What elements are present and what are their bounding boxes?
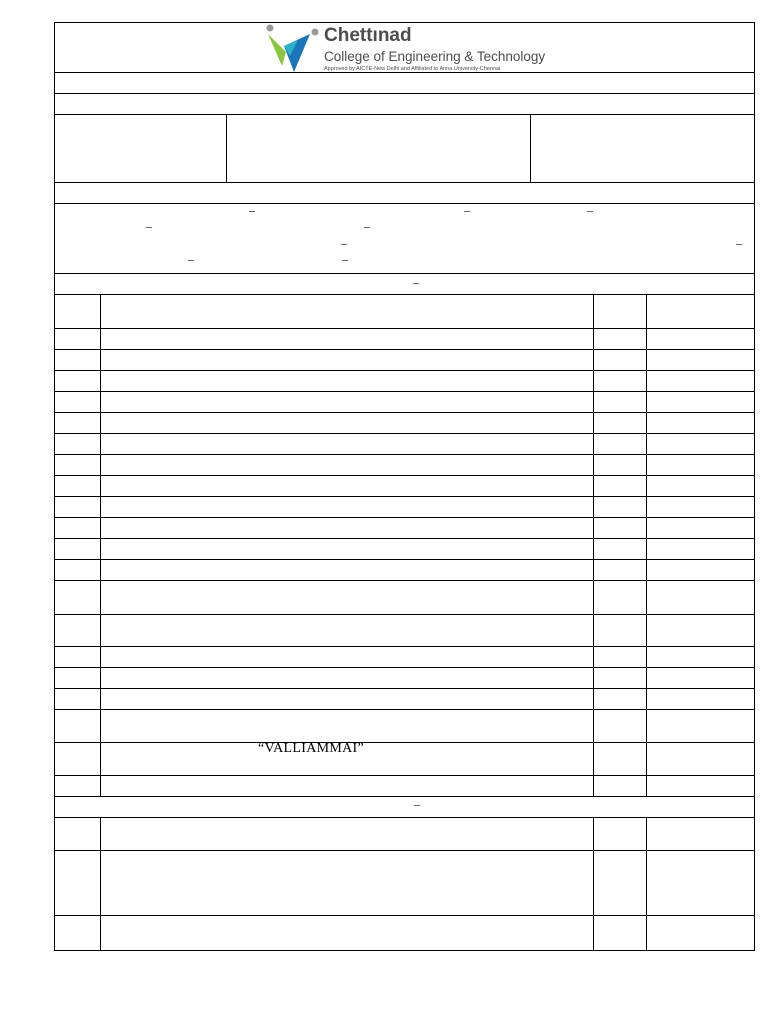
table-row-line: [54, 559, 755, 560]
rule-line: [54, 182, 755, 183]
table-row-line: [54, 454, 755, 455]
table-row-line: [54, 517, 755, 518]
dash-mark: –: [188, 252, 194, 266]
table-row-line: [54, 667, 755, 668]
rule-line: [54, 294, 755, 295]
section-dash-mark: –: [414, 797, 420, 811]
table-column-line: [100, 294, 101, 796]
document-frame: [54, 22, 755, 951]
table-row-line: [54, 433, 755, 434]
table-row-line: [54, 614, 755, 615]
valliammai-text: “VALLIAMMAI”: [258, 741, 364, 756]
column-divider: [226, 114, 227, 183]
table-row-line: [54, 412, 755, 413]
rule-line: [54, 114, 755, 115]
table-row-line: [54, 580, 755, 581]
table-row-line: [54, 775, 755, 776]
table-row-line: [54, 688, 755, 689]
table-row-line: [54, 709, 755, 710]
table-column-line: [646, 817, 647, 951]
table-column-line: [100, 817, 101, 951]
table-column-line: [593, 294, 594, 796]
table-row-line: [54, 742, 755, 743]
dash-mark: –: [146, 219, 152, 233]
column-divider: [530, 114, 531, 183]
table-row-line: [54, 796, 755, 797]
table-column-line: [646, 294, 647, 796]
table-row-line: [54, 817, 755, 818]
rule-line: [54, 273, 755, 274]
table-row-line: [54, 349, 755, 350]
dash-mark: –: [364, 219, 370, 233]
college-logo-icon: [262, 22, 322, 74]
table-row-line: [54, 328, 755, 329]
rule-line: [54, 203, 755, 204]
table-row-line: [54, 391, 755, 392]
dash-mark: –: [736, 236, 742, 250]
table-row-line: [54, 850, 755, 851]
college-logo: [260, 22, 550, 72]
college-tagline: Approved by AICTE-New Delhi and Affiliated to Anna University-Chennai: [324, 66, 501, 72]
table-row-line: [54, 496, 755, 497]
college-full-name: College of Engineering & Technology: [324, 49, 546, 64]
rule-line: [54, 93, 755, 94]
rule-line: [54, 72, 755, 73]
dash-mark: –: [342, 252, 348, 266]
table-row-line: [54, 475, 755, 476]
section-dash-mark: –: [413, 275, 419, 289]
table-row-line: [54, 370, 755, 371]
table-row-line: [54, 915, 755, 916]
dash-mark: –: [587, 203, 593, 217]
dash-mark: –: [464, 203, 470, 217]
table-row-line: [54, 538, 755, 539]
dash-mark: –: [249, 203, 255, 217]
table-column-line: [593, 817, 594, 951]
college-brand-name: Chettınad: [324, 25, 412, 46]
dash-mark: –: [341, 236, 347, 250]
table-row-line: [54, 646, 755, 647]
